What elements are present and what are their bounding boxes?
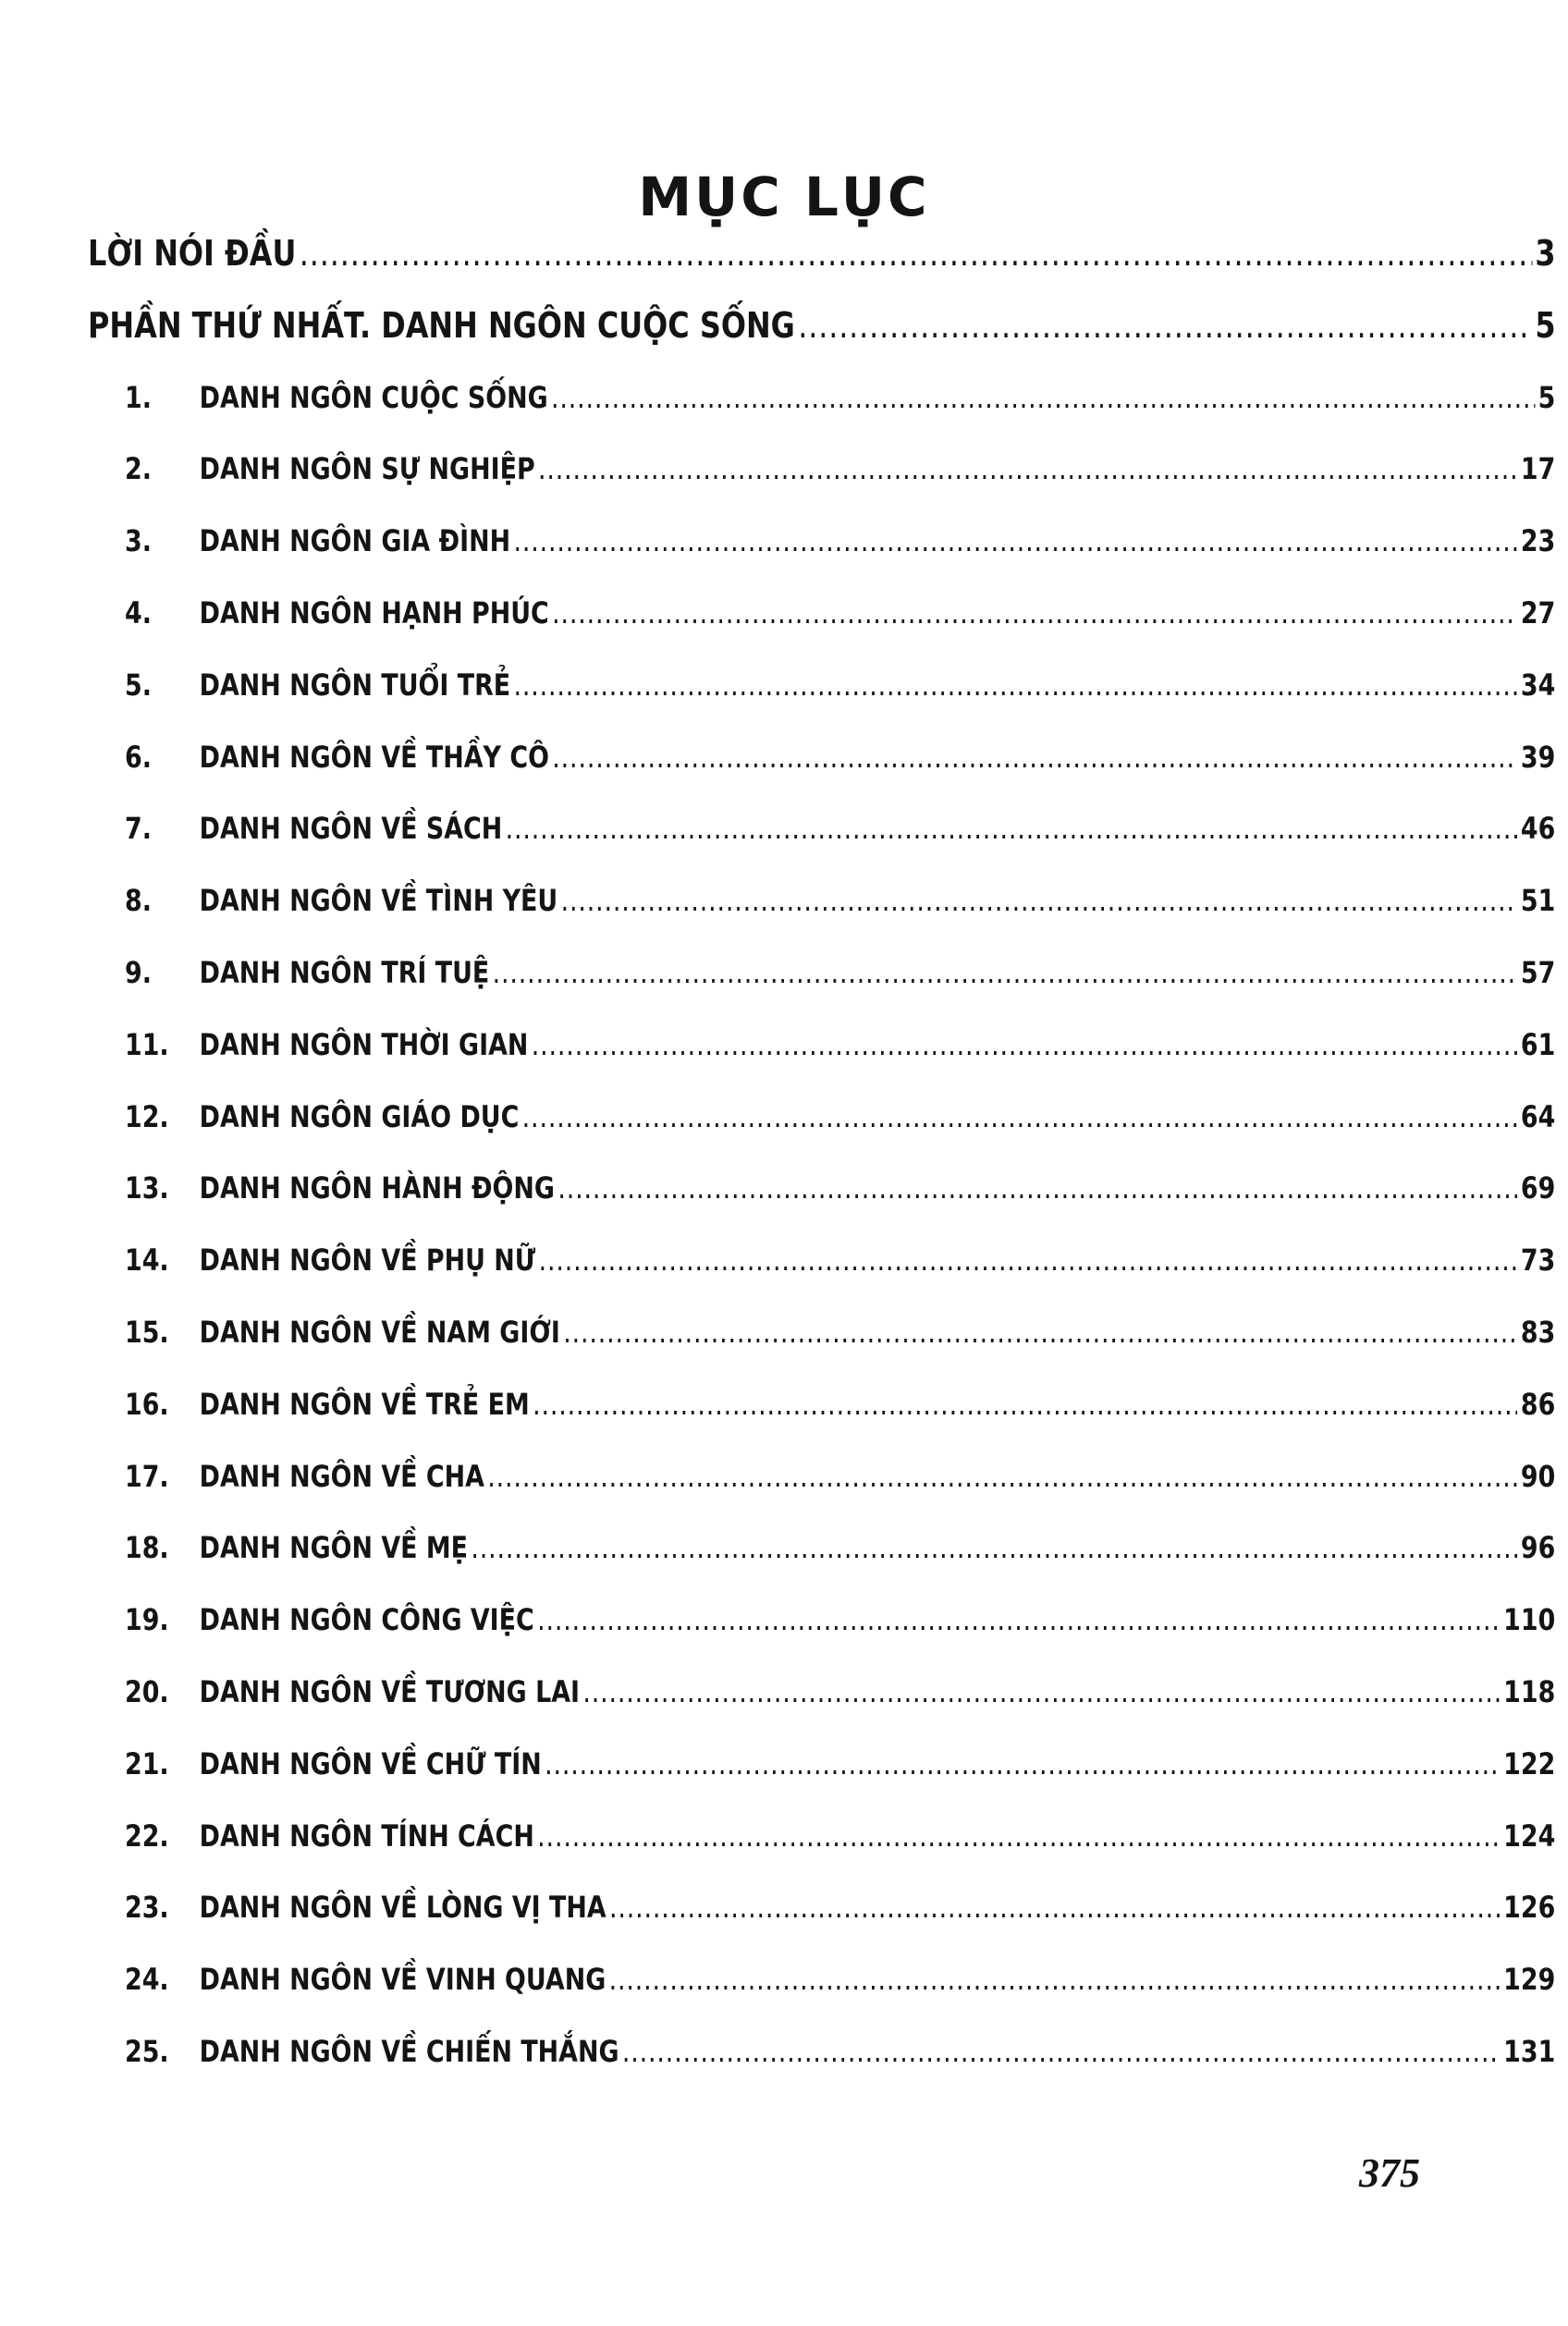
toc-entry-label: DANH NGÔN VỀ THẦY CÔ bbox=[199, 739, 549, 775]
dot-leader bbox=[532, 1021, 1518, 1069]
dot-leader bbox=[798, 301, 1532, 349]
toc-entry-page: 61 bbox=[1520, 1026, 1556, 1062]
toc-entry-number: 24. bbox=[125, 1962, 169, 1998]
toc-entry-number: 2. bbox=[125, 451, 152, 487]
toc-entry bbox=[125, 1812, 1555, 1860]
toc-entry-number: 1. bbox=[125, 379, 152, 415]
toc-entry bbox=[125, 804, 1555, 852]
dot-leader bbox=[622, 2027, 1501, 2075]
toc-entry-page: 83 bbox=[1520, 1315, 1556, 1350]
toc-entry-label: DANH NGÔN CUỘC SỐNG bbox=[199, 379, 548, 415]
dot-leader bbox=[609, 1883, 1501, 1931]
toc-entry-label: DANH NGÔN GIÁO DỤC bbox=[199, 1098, 520, 1134]
toc-entry-number: 12. bbox=[125, 1098, 169, 1134]
toc-entry bbox=[125, 1524, 1555, 1572]
dot-leader bbox=[537, 1596, 1501, 1644]
toc-entry-label: DANH NGÔN TUỔI TRẺ bbox=[199, 667, 511, 703]
toc-entry-label: DANH NGÔN VỀ CHIẾN THẮNG bbox=[199, 2034, 619, 2069]
toc-entry bbox=[125, 1021, 1555, 1069]
page-number: 375 bbox=[1359, 2150, 1420, 2196]
dot-leader bbox=[471, 1524, 1517, 1572]
dot-leader bbox=[582, 1668, 1500, 1716]
toc-entry bbox=[125, 1955, 1555, 2003]
toc-entry-number: 17. bbox=[125, 1458, 169, 1494]
dot-leader bbox=[538, 445, 1517, 493]
dot-leader bbox=[300, 229, 1532, 277]
toc-entry bbox=[125, 733, 1555, 781]
toc-entry bbox=[125, 1740, 1555, 1788]
toc-entry-page: 118 bbox=[1503, 1674, 1556, 1709]
dot-leader bbox=[563, 1308, 1517, 1356]
toc-entry-number: 23. bbox=[125, 1890, 169, 1926]
toc-entry-number: 22. bbox=[125, 1818, 169, 1854]
toc-entry-label: DANH NGÔN VỀ CHỮ TÍN bbox=[199, 1745, 542, 1781]
toc-entry-label: DANH NGÔN VỀ PHỤ NỮ bbox=[199, 1243, 536, 1279]
toc-entry-number: 20. bbox=[125, 1674, 169, 1709]
toc-entry bbox=[125, 661, 1555, 709]
dot-leader bbox=[506, 804, 1518, 852]
toc-entry-number: 18. bbox=[125, 1530, 169, 1566]
toc-entry-number: 14. bbox=[125, 1243, 169, 1279]
toc-section-entry bbox=[88, 301, 1556, 349]
toc-entry-page: 96 bbox=[1520, 1530, 1556, 1566]
toc-entry bbox=[125, 1596, 1555, 1644]
toc-entry-number: 4. bbox=[125, 595, 152, 630]
toc-entry-number: 9. bbox=[125, 955, 152, 990]
toc-entry-number: 13. bbox=[125, 1170, 169, 1206]
toc-entry-label: DANH NGÔN VỀ CHA bbox=[199, 1458, 484, 1494]
dot-leader bbox=[513, 517, 1517, 565]
toc-entry-label: DANH NGÔN SỰ NGHIỆP bbox=[199, 451, 535, 487]
toc-entry-number: 25. bbox=[125, 2034, 169, 2069]
toc-entry-label: DANH NGÔN VỀ MẸ bbox=[199, 1530, 469, 1566]
toc-entry bbox=[125, 876, 1555, 924]
dot-leader bbox=[487, 1452, 1517, 1500]
toc-entry-label: DANH NGÔN VỀ NAM GIỚI bbox=[199, 1315, 560, 1350]
toc-entry-label: PHẦN THỨ NHẤT. DANH NGÔN CUỘC SỐNG bbox=[88, 304, 795, 346]
toc-entry-page: 23 bbox=[1520, 523, 1556, 559]
toc-entry-page: 17 bbox=[1520, 451, 1556, 487]
dot-leader bbox=[537, 1812, 1501, 1860]
toc-entry bbox=[125, 517, 1555, 565]
toc-entry-page: 126 bbox=[1503, 1890, 1556, 1926]
toc-section-entry bbox=[88, 229, 1556, 277]
toc-entry-page: 5 bbox=[1535, 304, 1556, 346]
toc-entry bbox=[125, 1883, 1555, 1931]
toc-entry-label: DANH NGÔN HÀNH ĐỘNG bbox=[199, 1170, 555, 1206]
dot-leader bbox=[561, 876, 1518, 924]
toc-entry bbox=[125, 1452, 1555, 1500]
toc-entry-label: DANH NGÔN VỀ LÒNG VỊ THA bbox=[199, 1890, 606, 1926]
toc-entry-number: 6. bbox=[125, 739, 152, 775]
toc-entry-page: 34 bbox=[1520, 667, 1556, 703]
toc-entry-label: DANH NGÔN THỜI GIAN bbox=[199, 1026, 529, 1062]
dot-leader bbox=[545, 1740, 1501, 1788]
toc-entry-number: 16. bbox=[125, 1386, 169, 1422]
toc-entry-number: 21. bbox=[125, 1745, 169, 1781]
toc-entry-label: DANH NGÔN TRÍ TUỆ bbox=[199, 955, 490, 990]
toc-entry-page: 129 bbox=[1503, 1962, 1556, 1998]
dot-leader bbox=[522, 1093, 1518, 1141]
toc-entry-label: DANH NGÔN GIA ĐÌNH bbox=[199, 523, 511, 559]
toc-entry-page: 57 bbox=[1520, 955, 1556, 990]
toc-entry-number: 5. bbox=[125, 667, 152, 703]
toc-entry-page: 39 bbox=[1520, 739, 1556, 775]
dot-leader bbox=[539, 1236, 1518, 1284]
toc-entry-page: 131 bbox=[1503, 2034, 1556, 2069]
dot-leader bbox=[551, 373, 1535, 422]
toc-entry-page: 86 bbox=[1520, 1386, 1556, 1422]
toc-entry bbox=[125, 373, 1555, 422]
page-title: MỤC LỤC bbox=[638, 165, 930, 228]
toc-entry-label: DANH NGÔN HẠNH PHÚC bbox=[199, 595, 549, 630]
toc-entry-label: DANH NGÔN VỀ VINH QUANG bbox=[199, 1962, 606, 1998]
toc-entry-number: 3. bbox=[125, 523, 152, 559]
toc-entry-number: 7. bbox=[125, 811, 152, 847]
toc-entry-label: LỜI NÓI ĐẦU bbox=[88, 233, 297, 274]
toc-entry-page: 73 bbox=[1520, 1243, 1556, 1279]
toc-entry-number: 11. bbox=[125, 1026, 169, 1062]
toc-entry-page: 124 bbox=[1503, 1818, 1556, 1854]
toc-entry bbox=[125, 2027, 1555, 2075]
toc-entry bbox=[125, 1668, 1555, 1716]
dot-leader bbox=[552, 733, 1517, 781]
toc-entry bbox=[125, 1236, 1555, 1284]
toc-entry-label: DANH NGÔN VỀ SÁCH bbox=[199, 811, 503, 847]
toc-entry-number: 8. bbox=[125, 883, 152, 919]
toc-entry-page: 69 bbox=[1520, 1170, 1556, 1206]
toc-entry-label: DANH NGÔN VỀ TRẺ EM bbox=[199, 1386, 530, 1422]
toc-entry-page: 64 bbox=[1520, 1098, 1556, 1134]
dot-leader bbox=[513, 661, 1517, 709]
dot-leader bbox=[493, 949, 1518, 997]
toc-entry-page: 5 bbox=[1537, 379, 1556, 415]
dot-leader bbox=[557, 1164, 1517, 1212]
toc-entry-page: 27 bbox=[1520, 595, 1556, 630]
toc-entry-label: DANH NGÔN VỀ TÌNH YÊU bbox=[199, 883, 558, 919]
toc-entry bbox=[125, 1093, 1555, 1141]
toc-entry-page: 46 bbox=[1520, 811, 1556, 847]
toc-entry-label: DANH NGÔN CÔNG VIỆC bbox=[199, 1602, 534, 1638]
toc-entry bbox=[125, 589, 1555, 637]
toc-entry-page: 90 bbox=[1520, 1458, 1556, 1494]
toc-entry-label: DANH NGÔN TÍNH CÁCH bbox=[199, 1818, 534, 1854]
toc-entry-number: 19. bbox=[125, 1602, 169, 1638]
dot-leader bbox=[609, 1955, 1501, 2003]
toc-entry bbox=[125, 1164, 1555, 1212]
toc-entry bbox=[125, 1380, 1555, 1428]
dot-leader bbox=[552, 589, 1517, 637]
toc-entry bbox=[125, 949, 1555, 997]
toc-entry bbox=[125, 445, 1555, 493]
toc-entry-number: 15. bbox=[125, 1315, 169, 1350]
toc-entry bbox=[125, 1308, 1555, 1356]
toc-entry-page: 3 bbox=[1535, 233, 1556, 274]
toc-entry-page: 110 bbox=[1503, 1602, 1556, 1638]
toc-entry-page: 51 bbox=[1520, 883, 1556, 919]
dot-leader bbox=[533, 1380, 1517, 1428]
toc-entry-page: 122 bbox=[1503, 1745, 1556, 1781]
toc-entry-label: DANH NGÔN VỀ TƯƠNG LAI bbox=[199, 1674, 581, 1709]
